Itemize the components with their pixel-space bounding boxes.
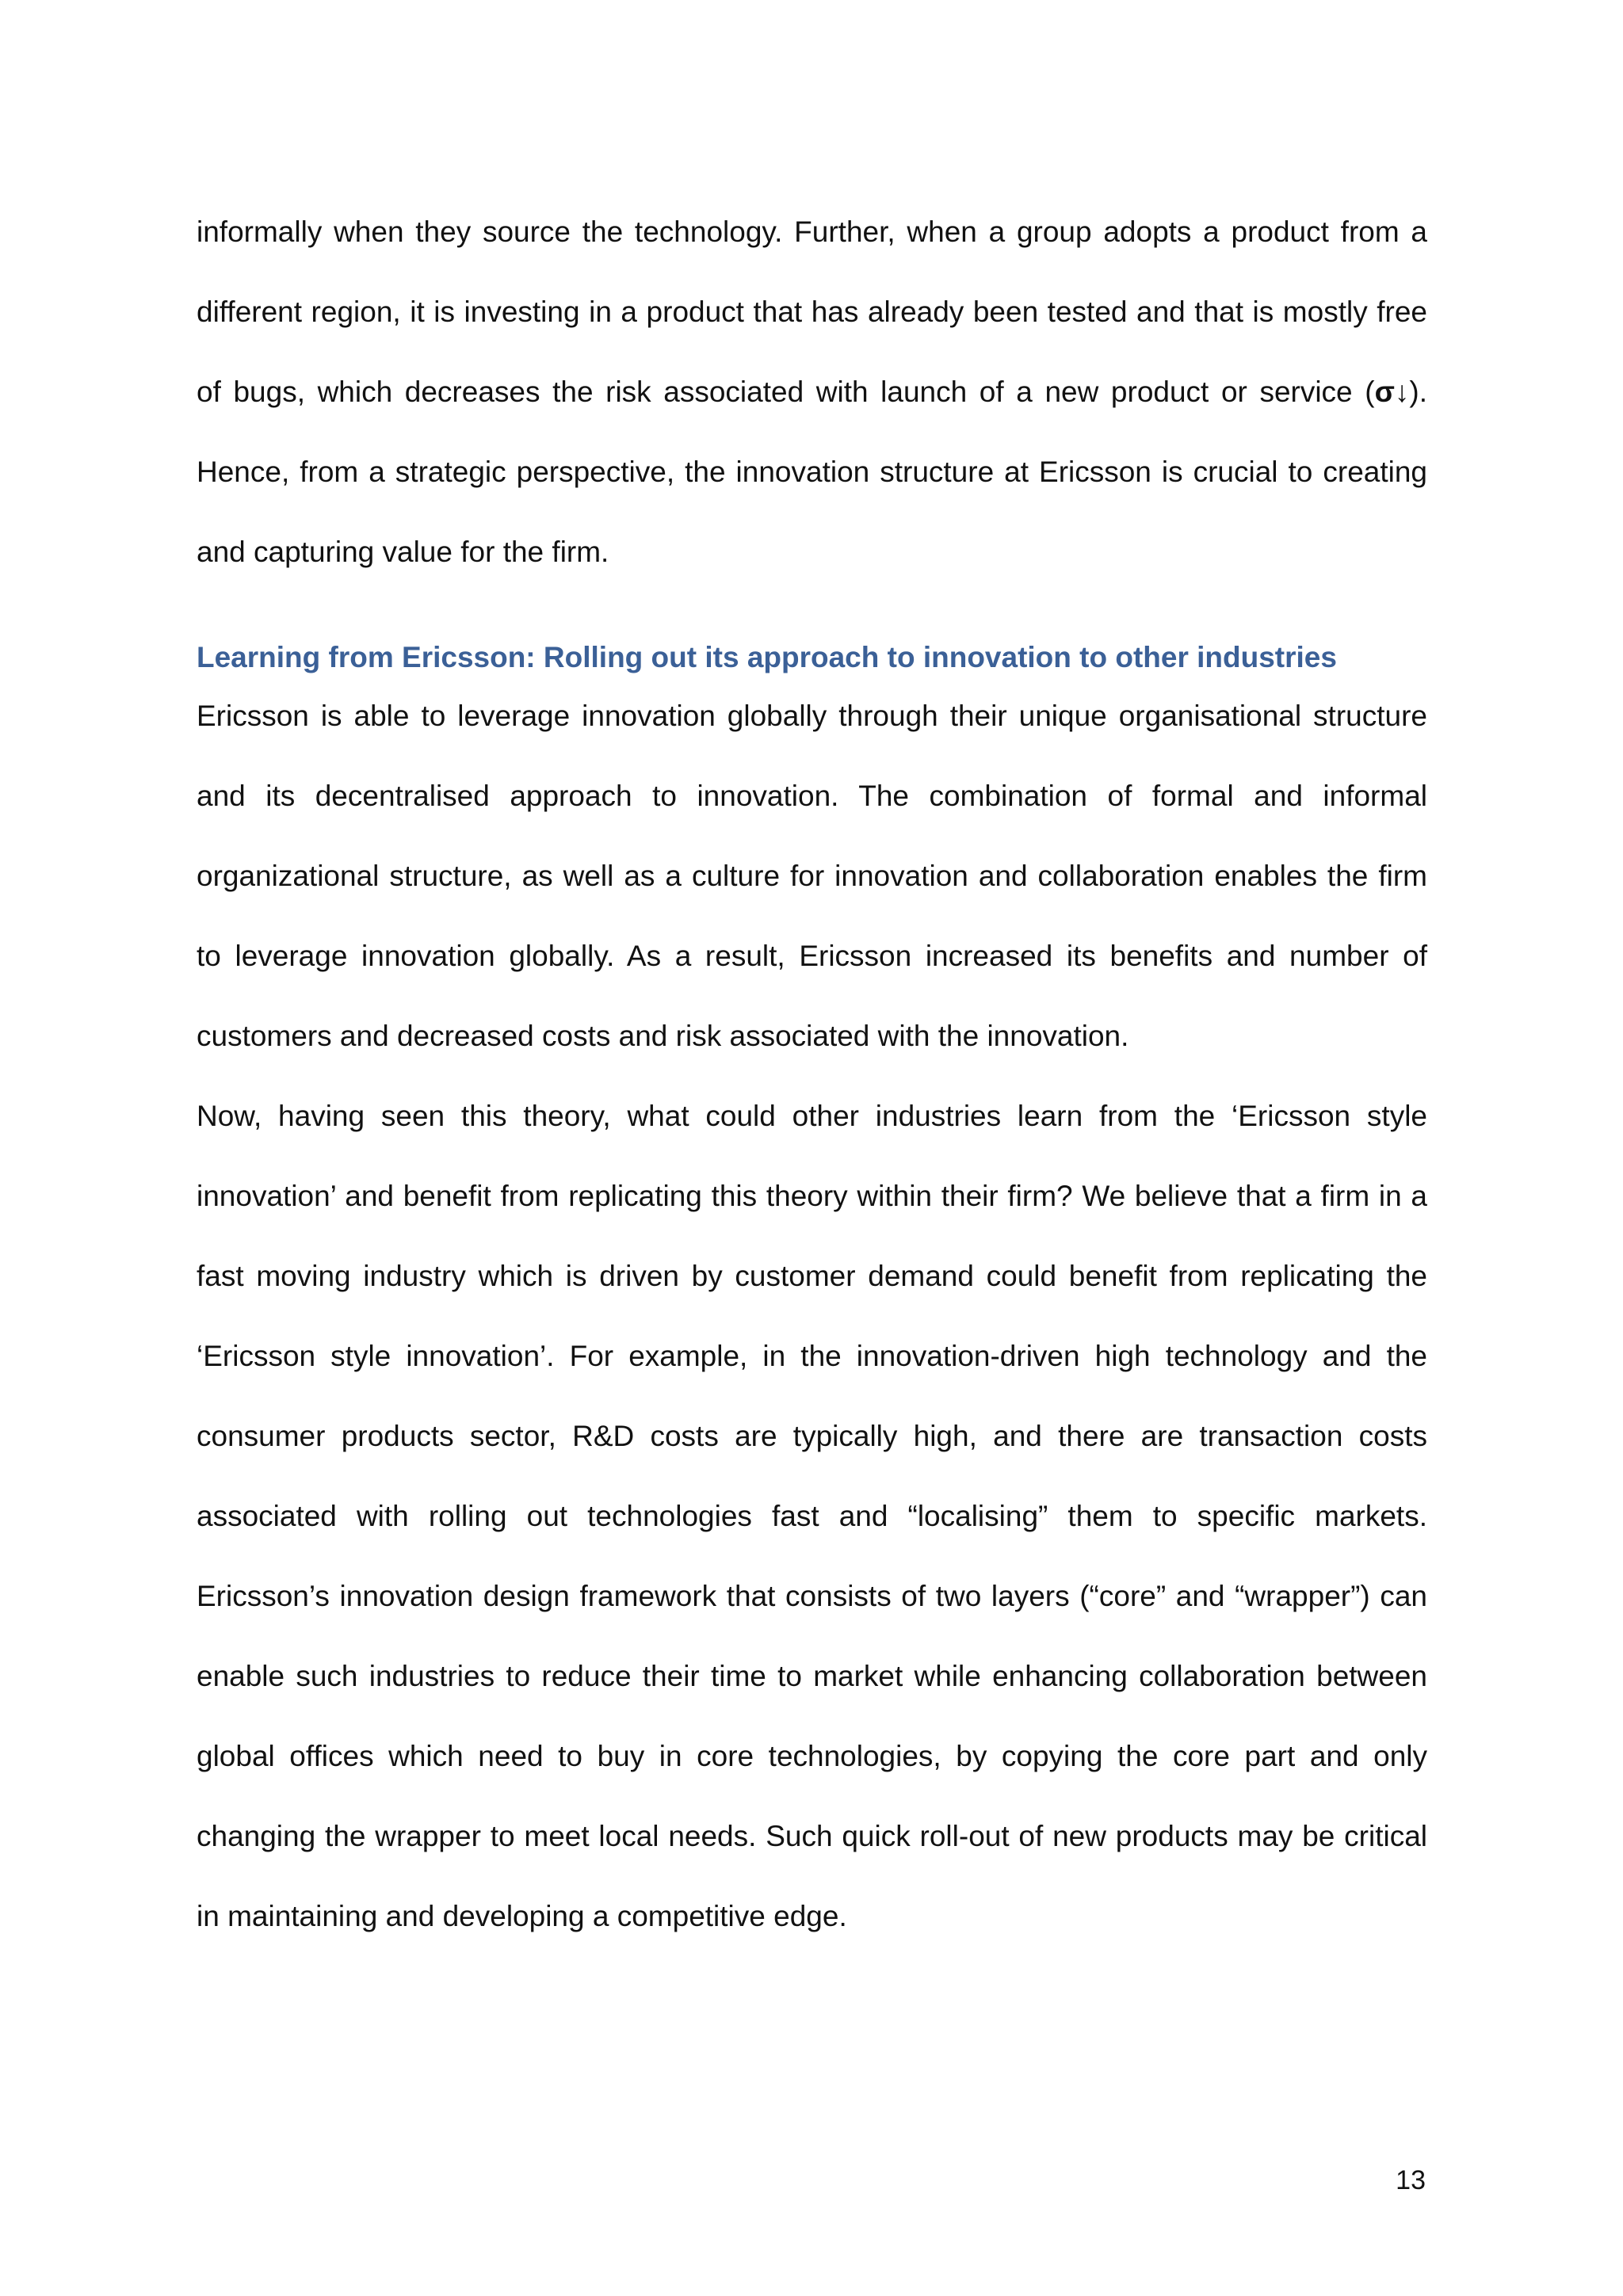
page-number: 13 bbox=[1396, 2165, 1426, 2195]
section-heading: Learning from Ericsson: Rolling out its approach to innovation to other industries bbox=[197, 641, 1337, 673]
page-body bbox=[197, 192, 1427, 1956]
paragraph-intro bbox=[197, 192, 1427, 592]
section-spacer bbox=[197, 592, 1427, 639]
sigma-down-symbol: σ↓ bbox=[1374, 376, 1410, 408]
paragraph-other-industries: Now, having seen this theory, what could other industries learn from the ‘Ericsson style innovation’ and benefit from replicating this theory within their firm? We believe that a firm in a fast moving industry which is driven by customer demand could benefit from replicating the ‘Ericsson style innovation’. For example, in the innovation-driven high technology and the consumer products sector, R&D costs are typically high, and there are transaction costs associated with rolling out technologies fast and “localising” them to specific markets. Ericsson’s innovation design framework that consists of two layers (“core” and “wrapper”) can enable such industries to reduce their time to market while enhancing collaboration between global offices which need to buy in core technologies, by copying the core part and only changing the wrapper to meet local needs. Such quick roll-out of new products may be critical in maintaining and developing a competitive edge. bbox=[197, 1100, 1427, 1932]
paragraph-intro-text-a: informally when they source the technology. Further, when a group adopts a product from a different region, it is investing in a product that has already been tested and that is mostly free of bugs, which decreases the risk associated with launch of a new product or service ( bbox=[197, 215, 1427, 408]
paragraph-ericsson-structure: Ericsson is able to leverage innovation globally through their unique organisational structure and its decentralised approach to innovation. The combination of formal and informal organizational structure, as well as a culture for innovation and collaboration enables the firm to leverage innovation globally. As a result, Ericsson increased its benefits and number of customers and decreased costs and risk associated with the innovation. bbox=[197, 700, 1427, 1052]
paragraph-intro-text-b: ). Hence, from a strategic perspective, the innovation structure at Ericsson is crucial to creating and capturing value for the firm. bbox=[197, 376, 1427, 568]
